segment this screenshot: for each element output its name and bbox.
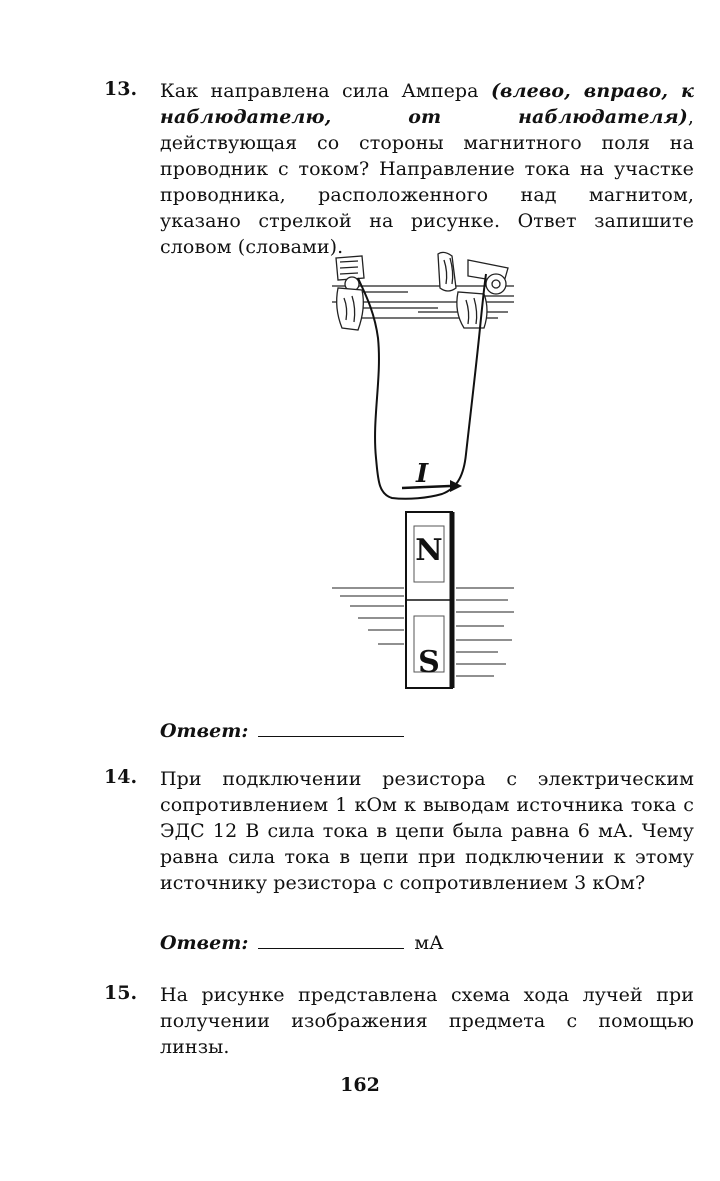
problem-number: 14. [104,766,138,788]
current-arrow [402,480,462,492]
current-label: I [416,459,429,489]
page-number: 162 [340,1074,380,1096]
problem-text [160,78,694,260]
problem-text: При подключении резистора с электрическим сопротивлением 1 кОм к выводам источника тока с ЭДС 12 В сила тока в цепи была равна 6 мА. Чему равна сила тока в цепи при подключении к этому источнику резистора с сопротивлением 3 кОм? [160,768,694,894]
answer-label: Ответ: [160,720,249,742]
problem-text-emphasis: (влево, вправо, к наблюдателю, от наблюдателя) [160,80,695,128]
problem-text-end: , действующая со стороны магнитного поля на проводник с током? Направление тока на участке проводника, расположенного над магнитом, указано стрелкой на рисунке. Ответ запишите словом (словами). [160,106,694,258]
problem-number: 15. [104,982,138,1004]
left-clamp [336,256,364,330]
problem-text: На рисунке представлена схема хода лучей при получении изображения предмета с помощью линзы. [160,984,694,1058]
answer-blank[interactable] [258,930,404,949]
problem-text-start: Как направлена сила Ампера [160,80,491,102]
answer-label: Ответ: [160,932,249,954]
problem-14 [104,766,694,896]
problem-13 [104,78,694,260]
problem-15 [104,982,694,1060]
answer-13 [160,718,404,742]
magnet-wire-figure [318,248,518,698]
pole-south-label: S [418,645,440,680]
pole-north-label: N [415,533,443,568]
answer-blank[interactable] [258,718,404,737]
problem-number: 13. [104,78,138,100]
right-clamp [438,252,508,328]
answer-unit: мА [414,932,444,954]
answer-14 [160,930,444,954]
